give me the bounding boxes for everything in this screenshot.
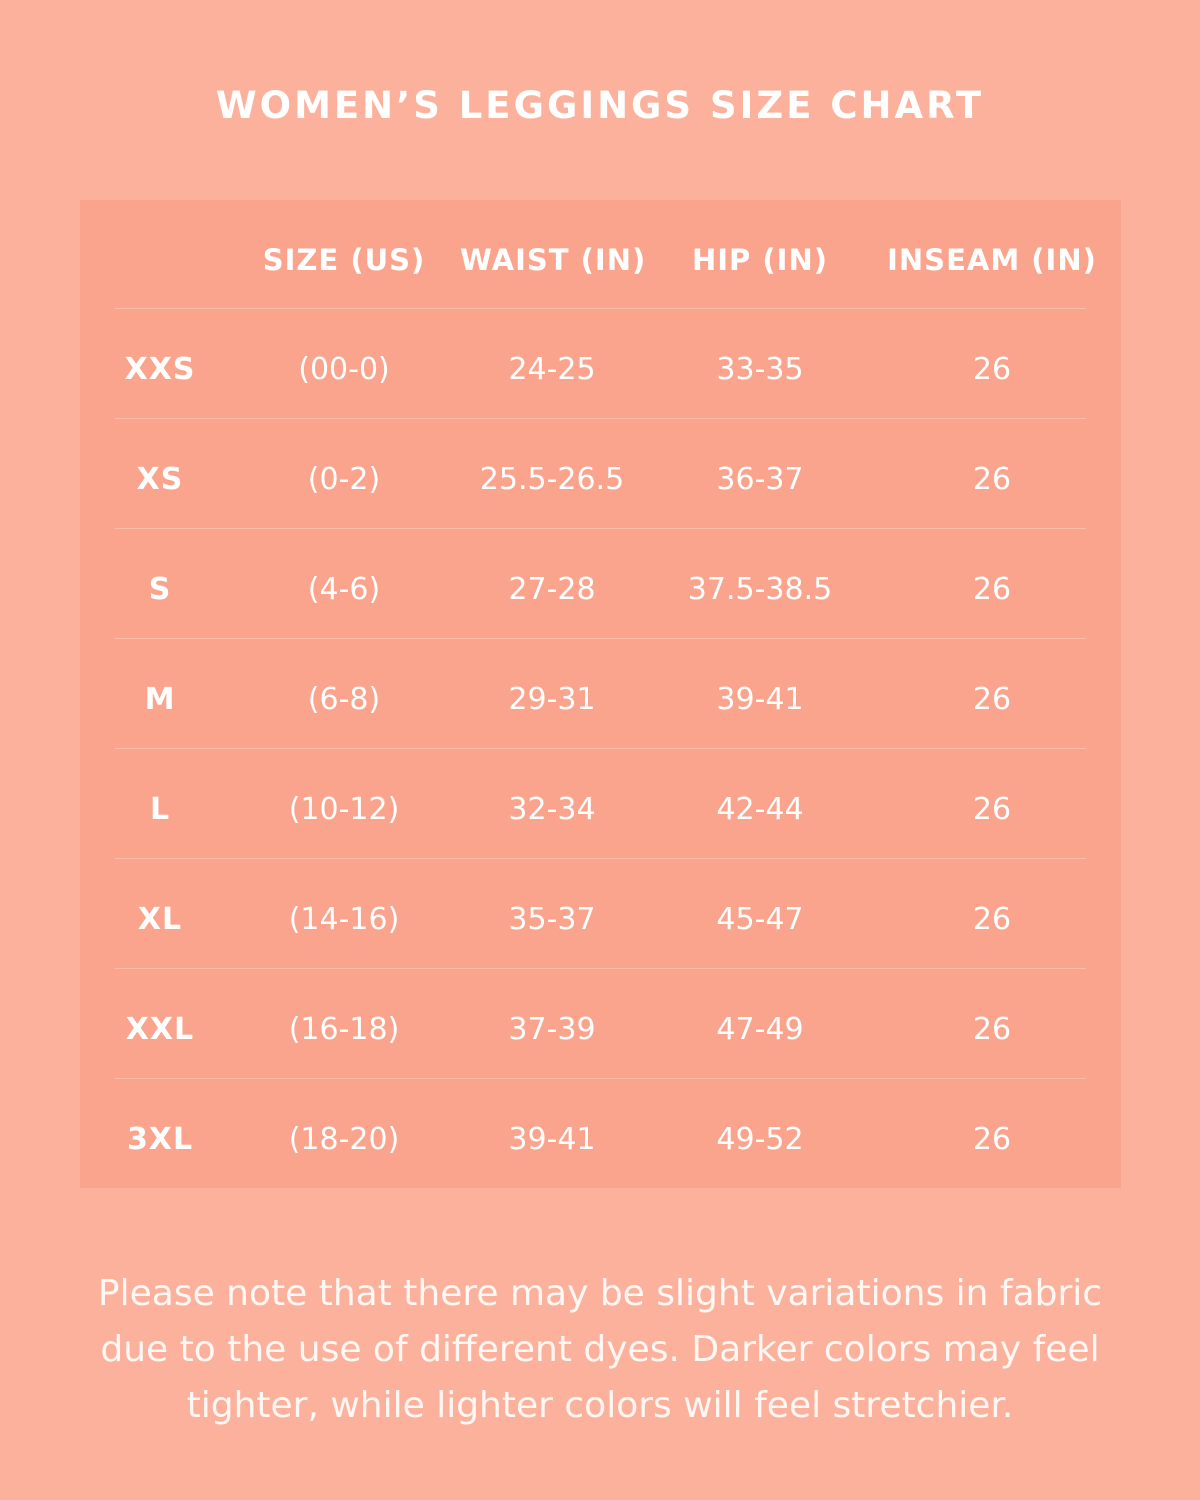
size-label: 3XL (126, 1122, 194, 1157)
inseam-cell: 26 (972, 572, 1012, 607)
inseam-cell: 26 (972, 792, 1012, 827)
size-us-cell: (0-2) (307, 462, 381, 497)
hip-cell: 42-44 (716, 792, 804, 827)
size-us-cell: (10-12) (288, 792, 400, 827)
table-row (80, 530, 1121, 639)
inseam-cell: 26 (972, 352, 1012, 387)
size-chart-table (80, 200, 1121, 1188)
hip-cell: 47-49 (716, 1012, 804, 1047)
table-row (80, 310, 1121, 419)
header-size-us: SIZE (US) (262, 243, 426, 277)
inseam-cell: 26 (972, 902, 1012, 937)
fabric-variation-note: Please note that there may be slight variations in fabric due to the use of different dyes. Darker colors may feel tighter, while lighter colors will feel stretchier. (97, 1273, 1103, 1426)
size-us-cell: (18-20) (288, 1122, 400, 1157)
table-row (80, 750, 1121, 859)
row-divider (115, 638, 1086, 639)
hip-cell: 33-35 (716, 352, 804, 387)
size-label: XS (136, 462, 184, 497)
size-us-cell: (16-18) (288, 1012, 400, 1047)
waist-cell: 29-31 (508, 682, 596, 717)
inseam-cell: 26 (972, 1122, 1012, 1157)
row-divider (115, 308, 1086, 309)
inseam-cell: 26 (972, 1012, 1012, 1047)
waist-cell: 27-28 (508, 572, 596, 607)
inseam-cell: 26 (972, 462, 1012, 497)
waist-cell: 25.5-26.5 (479, 462, 625, 497)
size-label: S (148, 572, 172, 607)
hip-cell: 45-47 (716, 902, 804, 937)
inseam-cell: 26 (972, 682, 1012, 717)
table-row (80, 860, 1121, 969)
hip-cell: 37.5-38.5 (687, 572, 833, 607)
hip-cell: 49-52 (716, 1122, 804, 1157)
waist-cell: 35-37 (508, 902, 596, 937)
table-header-row (80, 200, 1121, 309)
header-waist: WAIST (IN) (460, 243, 647, 277)
hip-cell: 39-41 (716, 682, 804, 717)
size-label: M (144, 682, 176, 717)
size-label: XL (137, 902, 183, 937)
page-title: WOMEN’S LEGGINGS SIZE CHART (215, 84, 985, 127)
row-divider (115, 418, 1086, 419)
waist-cell: 24-25 (508, 352, 596, 387)
waist-cell: 39-41 (508, 1122, 596, 1157)
table-row (80, 640, 1121, 749)
row-divider (115, 1078, 1086, 1079)
size-us-cell: (00-0) (298, 352, 390, 387)
waist-cell: 37-39 (508, 1012, 596, 1047)
table-row (80, 1080, 1121, 1189)
hip-cell: 36-37 (716, 462, 804, 497)
row-divider (115, 968, 1086, 969)
row-divider (115, 748, 1086, 749)
table-row (80, 420, 1121, 529)
waist-cell: 32-34 (508, 792, 596, 827)
size-us-cell: (14-16) (288, 902, 400, 937)
table-row (80, 970, 1121, 1079)
size-label: XXS (124, 352, 196, 387)
size-label: XXL (125, 1012, 195, 1047)
size-label: L (149, 792, 171, 827)
row-divider (115, 858, 1086, 859)
header-hip: HIP (IN) (692, 243, 828, 277)
row-divider (115, 528, 1086, 529)
size-us-cell: (6-8) (307, 682, 381, 717)
header-inseam: INSEAM (IN) (887, 243, 1097, 277)
size-us-cell: (4-6) (307, 572, 381, 607)
